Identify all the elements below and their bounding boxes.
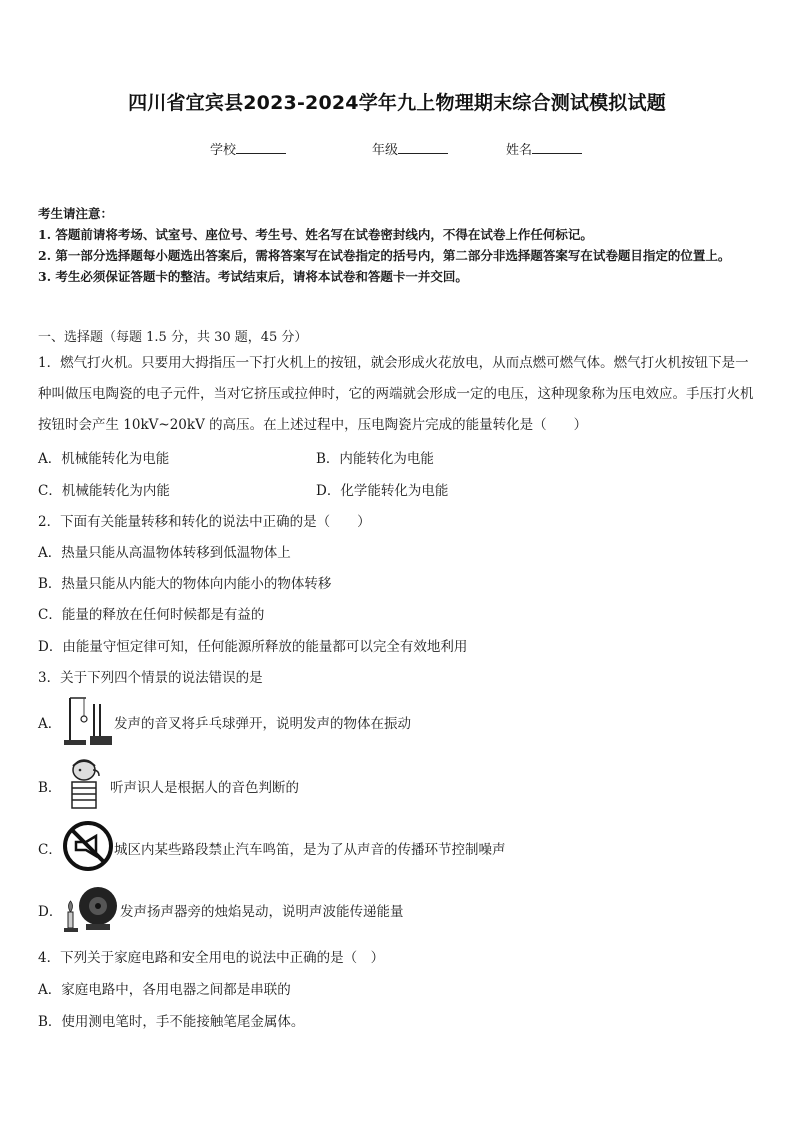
- option-letter: A．: [38, 716, 62, 732]
- option-letter: C．: [38, 842, 62, 858]
- q1-option-b[interactable]: B．内能转化为电能: [316, 451, 434, 467]
- q2-option-b[interactable]: B．热量只能从内能大的物体向内能小的物体转移: [38, 576, 332, 592]
- school-field: [210, 139, 286, 158]
- notice-item: 1. 答题前请将考场、试室号、座位号、考生号、姓名写在试卷密封线内，不得在试卷上作任何标记。: [38, 227, 593, 242]
- page-title: 四川省宜宾县2023-2024学年九上物理期末综合测试模拟试题: [128, 92, 666, 114]
- option-text: 发声的音叉将乒乓球弹开，说明发声的物体在振动: [114, 716, 411, 732]
- name-blank[interactable]: [532, 139, 582, 154]
- q2-option-a[interactable]: A．热量只能从高温物体转移到低温物体上: [38, 545, 291, 561]
- notice-heading: 考生请注意：: [38, 206, 114, 221]
- q1-option-d[interactable]: D．化学能转化为电能: [316, 483, 449, 499]
- q3-option-b[interactable]: [38, 756, 760, 812]
- option-text: 听声识人是根据人的音色判断的: [110, 780, 299, 796]
- option-letter: D．: [38, 904, 63, 920]
- q3-option-d[interactable]: [38, 880, 760, 936]
- no-horn-sign-icon: [62, 820, 114, 872]
- speaker-candle-icon: [62, 882, 120, 936]
- section-heading: 一、选择题（每题 1.5 分，共 30 题，45 分）: [38, 330, 308, 345]
- notice-item: 3. 考生必须保证答题卡的整洁。考试结束后，请将本试卷和答题卡一并交回。: [38, 269, 468, 284]
- school-blank[interactable]: [236, 139, 286, 154]
- school-label: 学校: [210, 143, 237, 158]
- q2-option-c[interactable]: C．能量的释放在任何时候都是有益的: [38, 607, 265, 623]
- question-stem: 1．燃气打火机。只要用大拇指压一下打火机上的按钮，就会形成火花放电，从而点燃可燃气体。燃气打火机按钮下是一种叫做压电陶瓷的电子元件，当对它挤压或拉伸时，它的两端就会形成一定的电压，这种现象称为压电效应。手压打火机按钮时会产生 10kV~20kV 的高压。在上述过程中，压电陶瓷片完成的能量转化是（ ）: [38, 355, 754, 433]
- tuning-fork-icon: [62, 692, 116, 748]
- option-text: 城区内某些路段禁止汽车鸣笛，是为了从声音的传播环节控制噪声: [114, 842, 506, 858]
- listening-person-icon: [62, 756, 106, 812]
- grade-blank[interactable]: [398, 139, 448, 154]
- option-letter: B．: [38, 780, 62, 796]
- q4-option-a[interactable]: A．家庭电路中，各用电器之间都是串联的: [38, 982, 291, 998]
- q1-option-c[interactable]: C．机械能转化为内能: [38, 483, 170, 499]
- name-label: 姓名: [506, 143, 533, 158]
- grade-field: [372, 139, 448, 158]
- question-1: [38, 348, 760, 441]
- option-text: 发声扬声器旁的烛焰晃动，说明声波能传递能量: [120, 904, 404, 920]
- q4-option-b[interactable]: B．使用测电笔时，手不能接触笔尾金属体。: [38, 1014, 305, 1030]
- q2-option-d[interactable]: D．由能量守恒定律可知，任何能源所释放的能量都可以完全有效地利用: [38, 639, 468, 655]
- notice-item: 2. 第一部分选择题每小题选出答案后，需将答案写在试卷指定的括号内，第二部分非选择题答案写在试卷题目指定的位置上。: [38, 248, 731, 263]
- grade-label: 年级: [372, 143, 399, 158]
- question-4-stem: 4．下列关于家庭电路和安全用电的说法中正确的是（ ）: [38, 950, 385, 966]
- question-3-stem: 3．关于下列四个情景的说法错误的是: [38, 670, 263, 686]
- q3-option-c[interactable]: [38, 818, 760, 874]
- name-field: [506, 139, 582, 158]
- student-info-row: [0, 139, 794, 161]
- q3-option-a[interactable]: [38, 692, 760, 748]
- exam-notice: [38, 203, 760, 287]
- question-2-stem: 2．下面有关能量转移和转化的说法中正确的是（ ）: [38, 514, 371, 530]
- q1-option-a[interactable]: A．机械能转化为电能: [38, 451, 170, 467]
